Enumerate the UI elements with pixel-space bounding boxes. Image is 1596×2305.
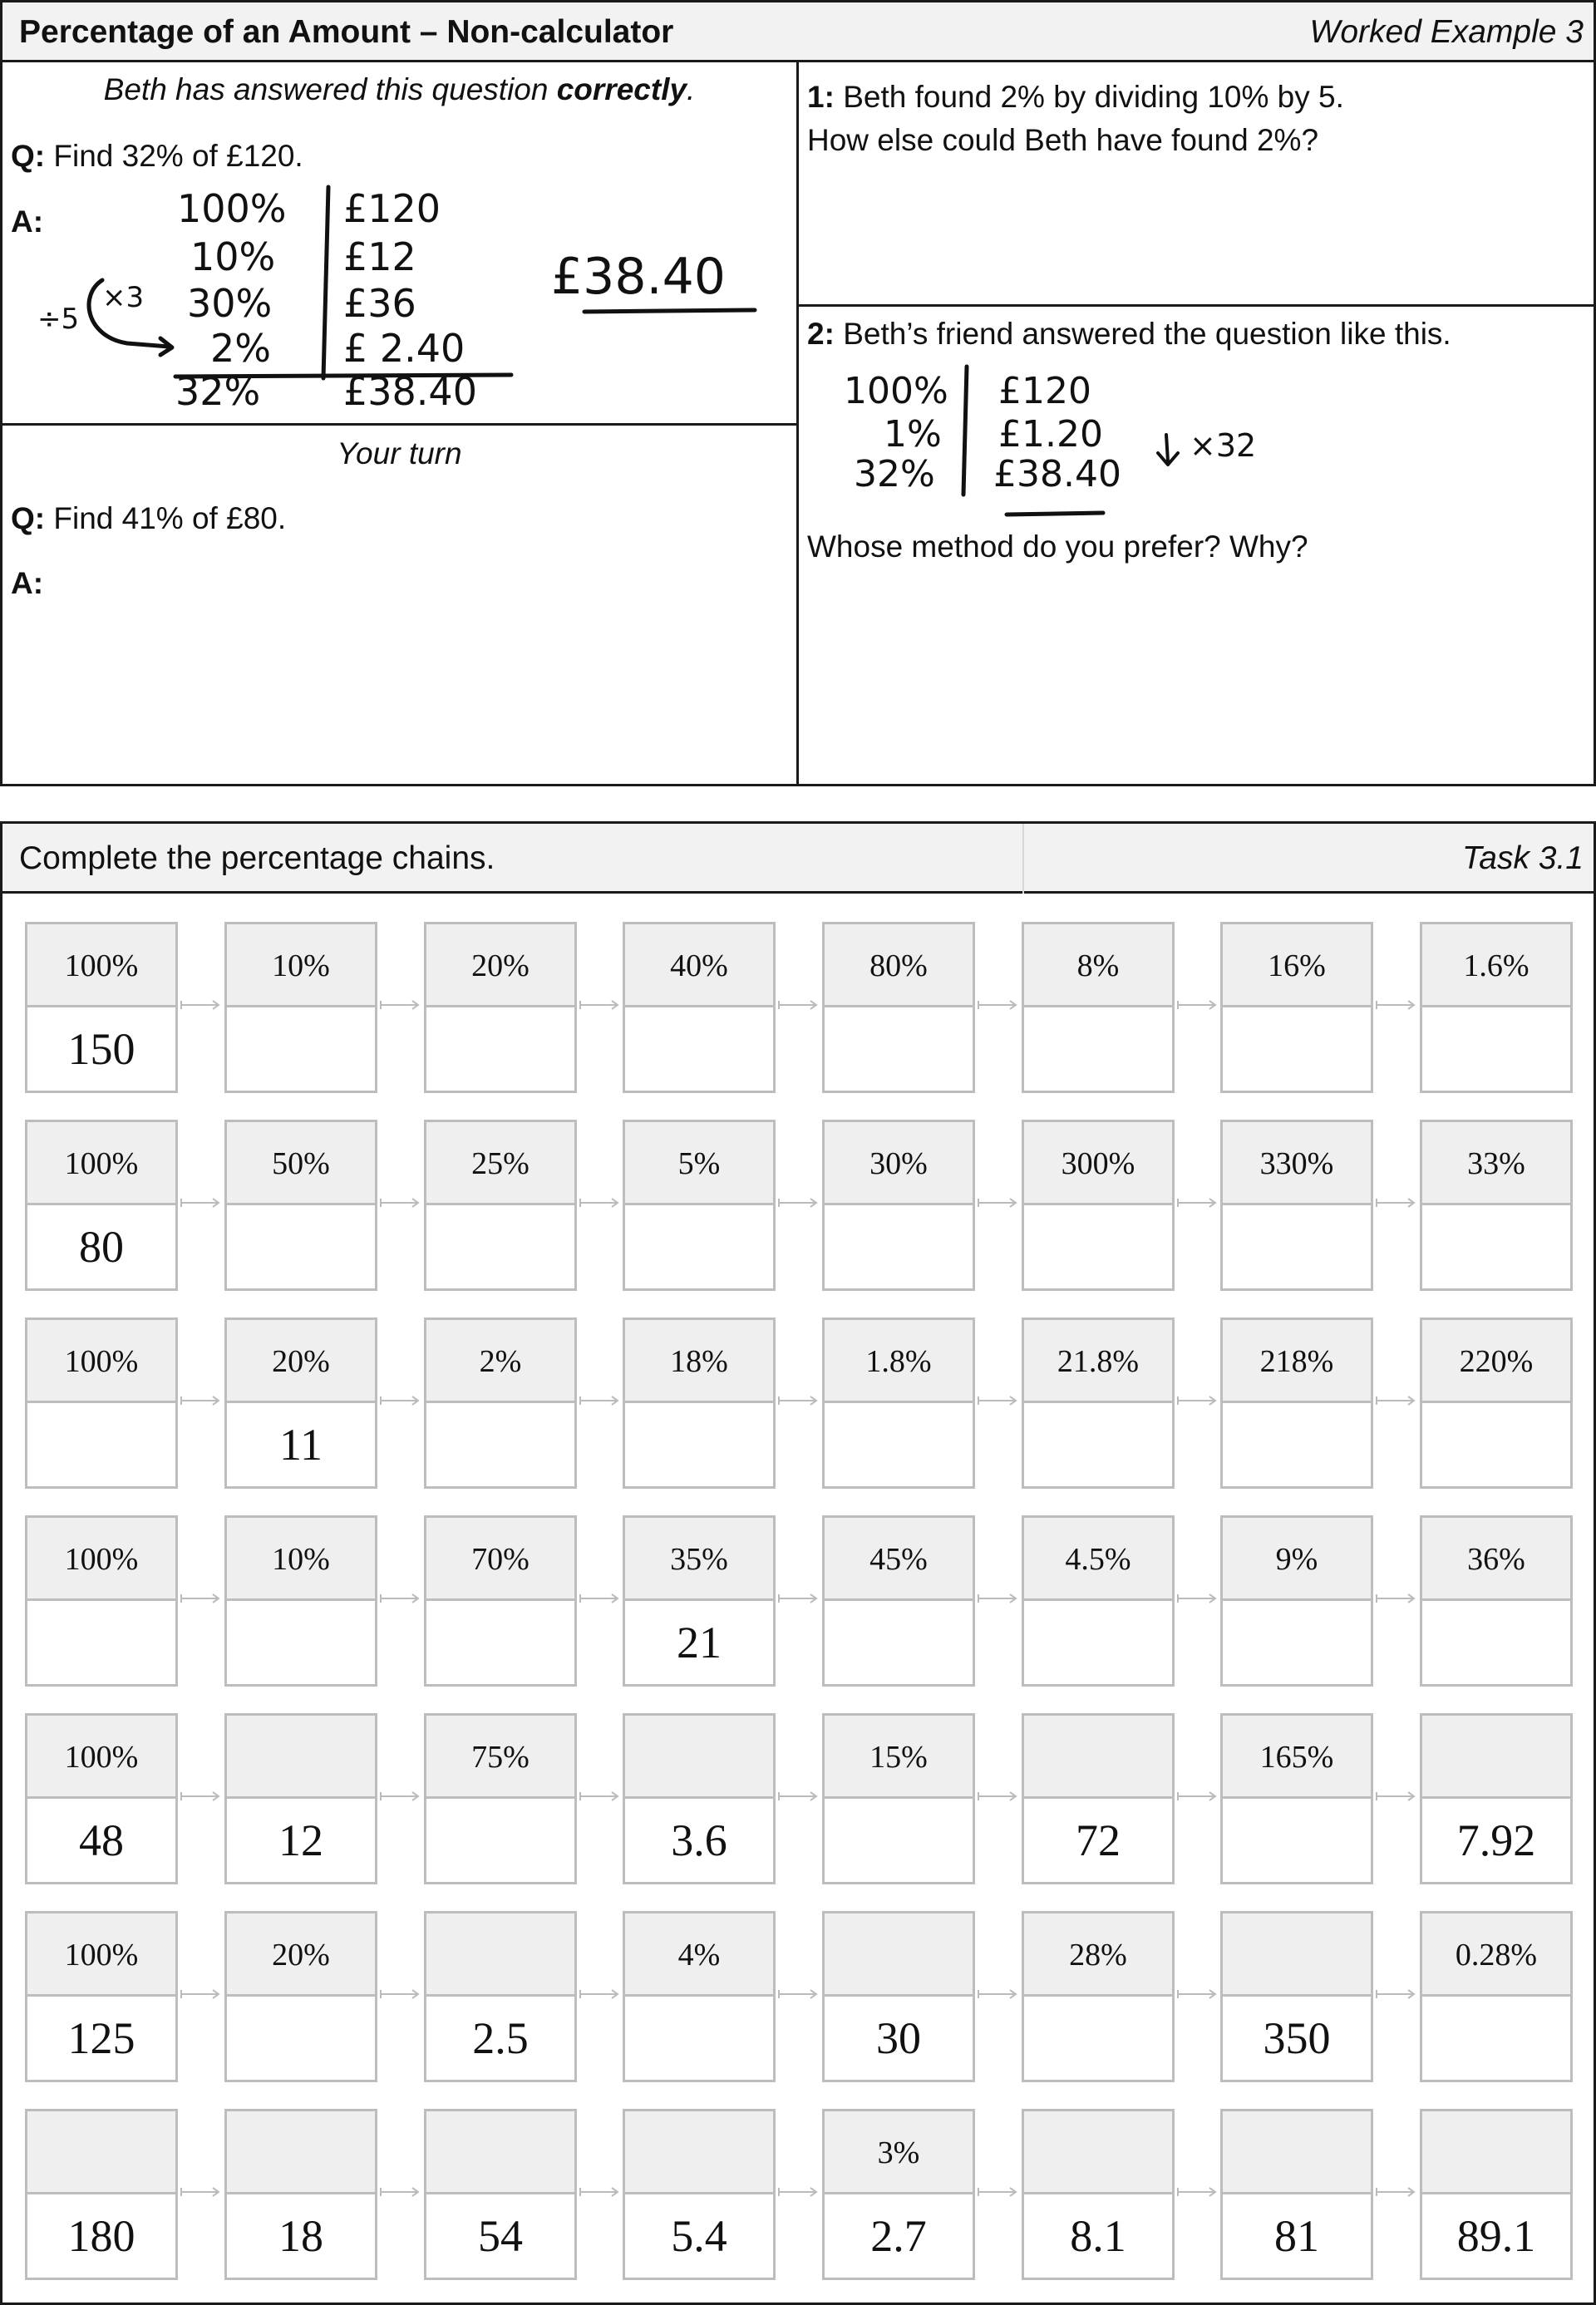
chain-cell-value[interactable] [27,1403,175,1486]
chain-cell [1420,2109,1573,2280]
intro-post: . [687,72,696,106]
chain-cell-percent[interactable]: 45% [825,1518,973,1601]
chain-cell [623,2109,776,2280]
chain-arrow-icon [579,1790,625,1802]
chain-cell-value[interactable] [1223,1205,1371,1288]
chain-arrow-icon [1375,1790,1421,1802]
chain-arrow-icon [379,999,426,1011]
chain-cell-percent[interactable]: 3% [825,2111,973,2194]
chain-cell-value[interactable] [426,1007,574,1091]
chain-cell [25,1317,178,1489]
friend-pct-1: 1% [884,413,942,456]
chain-arrow-icon [977,999,1023,1011]
chain-cell-percent[interactable]: 300% [1024,1122,1172,1205]
chain-cell [424,1317,577,1489]
task-panel [0,821,1596,2305]
worked-example-label: Worked Example 3 [1309,14,1584,50]
chain-cell-value[interactable]: 72 [1076,1815,1121,1865]
intro-bold: correctly [556,72,687,106]
chain-cell [25,1515,178,1687]
chain-arrow-icon [379,1790,426,1802]
beth-handwritten-working [2,62,796,423]
beth-pct-3: 2% [210,326,271,371]
chain-arrow-icon [579,1593,625,1604]
chain-cell-value[interactable] [1024,1601,1172,1684]
your-turn-question-prefix: Q: [11,501,46,535]
chain-cell-value[interactable]: 8.1 [1070,2211,1126,2261]
chain-cell-value[interactable]: 11 [279,1420,323,1470]
chain-cell-value[interactable] [825,1601,973,1684]
chain-cell [1220,2109,1373,2280]
chain-arrow-icon [379,2186,426,2198]
beth-side-divide: ÷5 [37,303,80,336]
beth-amt-4: £38.40 [343,369,477,414]
chain-cell-percent[interactable]: 4% [625,1913,773,1997]
chain-arrow-icon [1375,1395,1421,1406]
chain-cell [224,1120,377,1291]
chain-arrow-icon [180,2186,226,2198]
chain-cell-value[interactable] [1422,1601,1570,1684]
chain-cell-value[interactable] [426,1601,574,1684]
chain-arrow-icon [180,1790,226,1802]
friend-multiplier: ×32 [1190,427,1257,464]
chain-arrow-icon [1176,2186,1223,2198]
chain-arrow-icon [180,1197,226,1209]
chain-cell [1420,1713,1573,1884]
chain-cell-percent[interactable]: 28% [1024,1913,1172,1997]
chain-cell-percent[interactable] [426,2111,574,2194]
chain-cell-value[interactable] [227,1601,375,1684]
chain-cell [424,2109,577,2280]
chain-cell-value[interactable]: 150 [67,1024,135,1074]
chain-cell-percent[interactable] [1223,2111,1371,2194]
chain-cell-percent[interactable]: 10% [227,924,375,1007]
chain-arrow-icon [977,1197,1023,1209]
chain-cell-value[interactable] [1223,1007,1371,1091]
chain-cell-value[interactable] [1223,1799,1371,1882]
beth-final-answer: £38.40 [551,248,726,306]
chain-cell-percent[interactable] [625,1716,773,1799]
chain-arrow-icon [180,999,226,1011]
chain-cell-value[interactable] [825,1205,973,1288]
chain-cell [25,1120,178,1291]
chain-arrow-icon [977,1593,1023,1604]
friend-amt-1: £1.20 [998,413,1103,456]
chain-cell [1420,1317,1573,1489]
chain-arrow-icon [1375,1593,1421,1604]
chain-cell-value[interactable] [1422,1997,1570,2080]
prompt-1 [807,76,1344,162]
chain-cell [1022,1713,1175,1884]
chain-cell-value[interactable]: 2.7 [870,2211,927,2261]
chain-cell [822,1120,975,1291]
prompt-2-text: Beth’s friend answered the question like this. [843,317,1451,351]
chain-cell-percent[interactable]: 30% [825,1122,973,1205]
chain-cell-percent[interactable] [825,1913,973,1997]
left-divider [2,423,796,426]
chain-cell-percent[interactable] [1223,1913,1371,1997]
chain-cell-percent[interactable]: 5% [625,1122,773,1205]
chain-cell-value[interactable]: 5.4 [671,2211,727,2261]
question-prefix: Q: [11,139,46,173]
chain-cell-percent[interactable]: 330% [1223,1122,1371,1205]
chain-cell-percent[interactable]: 15% [825,1716,973,1799]
worked-example-header [2,2,1594,62]
intro-pre: Beth has answered this question [103,72,557,106]
chain-cell-value[interactable] [825,1403,973,1486]
chain-cell [1420,1515,1573,1687]
beth-amt-1: £12 [343,234,416,279]
chain-arrow-icon [379,1197,426,1209]
chain-cell [1420,1120,1573,1291]
chain-cell-percent[interactable]: 100% [27,1716,175,1799]
chain-cell-value[interactable] [625,1997,773,2080]
chain-cell-value[interactable]: 180 [67,2211,135,2261]
chain-cell-percent[interactable] [1024,1716,1172,1799]
chain-cell [224,1911,377,2082]
chain-cell [25,922,178,1093]
chain-cell-percent[interactable]: 40% [625,924,773,1007]
chain-cell-value[interactable]: 30 [876,2013,921,2063]
percentage-chains-grid [2,824,1594,2303]
chain-cell-percent[interactable]: 8% [1024,924,1172,1007]
chain-arrow-icon [1176,1197,1223,1209]
chain-arrow-icon [777,1790,824,1802]
chain-cell-value[interactable] [1024,1403,1172,1486]
beth-amt-2: £36 [343,281,416,326]
chain-cell [623,1120,776,1291]
chain-cell-value[interactable] [227,1007,375,1091]
beth-pct-4: 32% [175,369,261,414]
chain-arrow-icon [777,1197,824,1209]
chain-cell [424,922,577,1093]
chain-cell-value[interactable]: 89.1 [1456,2211,1536,2261]
chain-cell [1022,1515,1175,1687]
chain-cell [822,922,975,1093]
chain-arrow-icon [1375,1988,1421,2000]
chain-cell [424,1120,577,1291]
chain-cell-percent[interactable]: 20% [426,924,574,1007]
friend-pct-2: 32% [854,453,935,495]
chain-cell [1420,1911,1573,2082]
chain-arrow-icon [977,1988,1023,2000]
chain-cell [1220,1911,1373,2082]
chain-arrow-icon [1375,999,1421,1011]
friend-amt-0: £120 [998,370,1091,412]
chain-cell-value[interactable] [1223,1403,1371,1486]
chain-cell [623,1713,776,1884]
chain-cell-value[interactable] [426,1799,574,1882]
chain-cell-percent[interactable]: 1.8% [825,1320,973,1403]
chain-cell-percent[interactable]: 9% [1223,1518,1371,1601]
chain-arrow-icon [777,999,824,1011]
chain-cell-value[interactable] [1422,1205,1570,1288]
chain-cell [424,1713,577,1884]
chain-cell-value[interactable] [625,1403,773,1486]
chain-cell [224,922,377,1093]
chain-cell [1420,922,1573,1093]
chain-cell-value[interactable]: 48 [79,1815,124,1865]
chain-cell-percent[interactable]: 36% [1422,1518,1570,1601]
chain-cell-percent[interactable]: 21.8% [1024,1320,1172,1403]
chain-cell-value[interactable] [1223,1601,1371,1684]
chain-cell [424,1515,577,1687]
prompt-1-line1: Beth found 2% by dividing 10% by 5. [843,80,1344,114]
chain-cell-percent[interactable]: 220% [1422,1320,1570,1403]
chain-arrow-icon [379,1593,426,1604]
chain-cell-value[interactable] [1024,1205,1172,1288]
chain-cell-percent[interactable]: 33% [1422,1122,1570,1205]
chain-cell-percent[interactable]: 25% [426,1122,574,1205]
chain-cell-percent[interactable] [1422,1716,1570,1799]
chain-cell-percent[interactable]: 165% [1223,1716,1371,1799]
chain-arrow-icon [977,2186,1023,2198]
friend-handwritten-working [799,307,1594,531]
chain-cell-value[interactable]: 350 [1263,2013,1331,2063]
beth-pct-1: 10% [190,234,276,279]
chain-arrow-icon [777,1988,824,2000]
chain-cell-value[interactable] [1024,1007,1172,1091]
prompt-1-line2: How else could Beth have found 2%? [807,123,1319,157]
chain-cell [822,1317,975,1489]
chain-arrow-icon [579,2186,625,2198]
task-label: Task 3.1 [1462,840,1584,876]
chain-cell-value[interactable] [27,1601,175,1684]
chain-cell [822,1911,975,2082]
chain-cell-value[interactable]: 3.6 [671,1815,727,1865]
chain-cell [1022,2109,1175,2280]
chain-cell [1220,1317,1373,1489]
prompt-1-number: 1: [807,80,835,114]
chain-cell-percent[interactable]: 4.5% [1024,1518,1172,1601]
chain-cell-percent[interactable]: 218% [1223,1320,1371,1403]
chain-cell-percent[interactable]: 1.6% [1422,924,1570,1007]
chain-cell [1022,1317,1175,1489]
chain-cell-percent[interactable]: 18% [625,1320,773,1403]
chain-cell-value[interactable]: 125 [67,2013,135,2063]
prompt-2-number: 2: [807,317,835,351]
your-turn-question-text: Find 41% of £80. [53,501,287,535]
chain-arrow-icon [777,1593,824,1604]
chain-arrow-icon [579,999,625,1011]
chain-cell-percent[interactable] [227,1716,375,1799]
chain-cell [1022,1911,1175,2082]
chain-cell-percent[interactable]: 100% [27,1518,175,1601]
chain-cell-percent[interactable] [426,1913,574,1997]
chain-cell [224,1713,377,1884]
chain-cell-value[interactable]: 2.5 [472,2013,529,2063]
chain-arrow-icon [379,1395,426,1406]
chain-arrow-icon [1176,1395,1223,1406]
chain-cell-value[interactable] [227,1997,375,2080]
beth-pct-2: 30% [187,281,273,326]
chain-cell-value[interactable] [426,1403,574,1486]
chain-arrow-icon [1375,2186,1421,2198]
chain-cell [224,1317,377,1489]
chain-cell [1022,922,1175,1093]
chain-cell-value[interactable]: 7.92 [1456,1815,1536,1865]
chain-cell-percent[interactable]: 50% [227,1122,375,1205]
beth-pct-0: 100% [177,186,287,231]
chain-cell-percent[interactable] [1024,2111,1172,2194]
chain-cell-percent[interactable]: 16% [1223,924,1371,1007]
chain-cell-percent[interactable]: 2% [426,1320,574,1403]
chain-cell-value[interactable] [625,1007,773,1091]
chain-cell-percent[interactable]: 10% [227,1518,375,1601]
chain-cell-value[interactable]: 21 [677,1618,722,1667]
chain-cell-value[interactable]: 54 [478,2211,523,2261]
chain-cell [1220,1515,1373,1687]
chain-cell-percent[interactable] [227,2111,375,2194]
chain-arrow-icon [180,1988,226,2000]
chain-cell [822,2109,975,2280]
chain-arrow-icon [579,1197,625,1209]
chain-cell-percent[interactable]: 100% [27,1320,175,1403]
your-turn-heading: Your turn [337,436,462,470]
chain-arrow-icon [777,1395,824,1406]
chain-cell-percent[interactable]: 80% [825,924,973,1007]
chain-cell [822,1515,975,1687]
chain-arrow-icon [379,1988,426,2000]
example-answer-prefix: A: [11,204,44,239]
chain-cell-value[interactable] [1422,1403,1570,1486]
worksheet-title: Percentage of an Amount – Non-calculator [19,14,674,50]
friend-pct-0: 100% [844,370,948,412]
chain-cell-percent[interactable]: 0.28% [1422,1913,1570,1997]
chain-cell [1022,1120,1175,1291]
chain-cell-percent[interactable]: 100% [27,924,175,1007]
chain-arrow-icon [1176,1988,1223,2000]
chain-cell-value[interactable] [825,1007,973,1091]
chain-cell-percent[interactable]: 70% [426,1518,574,1601]
prompt-2-question: Whose method do you prefer? Why? [807,529,1308,564]
chain-arrow-icon [1176,999,1223,1011]
worked-example-panel [0,0,1596,786]
chain-cell [1220,1120,1373,1291]
chain-cell [224,2109,377,2280]
question-text: Find 32% of £120. [53,139,303,173]
chain-cell [623,922,776,1093]
chain-cell [224,1515,377,1687]
chain-cell-percent[interactable]: 75% [426,1716,574,1799]
chain-cell-value[interactable] [825,1799,973,1882]
chain-cell [623,1911,776,2082]
chain-cell-value[interactable] [1024,1997,1172,2080]
chain-cell-value[interactable] [227,1205,375,1288]
chain-cell-value[interactable]: 12 [278,1815,323,1865]
chain-arrow-icon [1375,1197,1421,1209]
chain-cell-percent[interactable]: 100% [27,1913,175,1997]
chain-cell-percent[interactable]: 20% [227,1913,375,1997]
chain-cell-value[interactable]: 81 [1274,2211,1319,2261]
chain-cell-value[interactable] [625,1205,773,1288]
chain-cell-percent[interactable]: 20% [227,1320,375,1403]
chain-cell-value[interactable]: 80 [79,1222,124,1272]
chain-cell [822,1713,975,1884]
chain-arrow-icon [1176,1593,1223,1604]
chain-cell-value[interactable]: 18 [278,2211,323,2261]
beth-amt-0: £120 [343,186,441,231]
friend-amt-2: £38.40 [993,453,1121,495]
task-instruction: Complete the percentage chains. [19,840,495,876]
your-turn-answer-prefix: A: [11,566,44,600]
chain-arrow-icon [977,1395,1023,1406]
chain-cell-value[interactable] [1422,1007,1570,1091]
chain-cell-percent[interactable] [27,2111,175,2194]
chain-cell-percent[interactable] [625,2111,773,2194]
chain-cell-percent[interactable]: 35% [625,1518,773,1601]
chain-cell [25,1713,178,1884]
chain-arrow-icon [977,1790,1023,1802]
chain-cell-value[interactable] [426,1205,574,1288]
chain-cell [1220,922,1373,1093]
beth-side-times: ×3 [102,281,145,314]
chain-cell-percent[interactable] [1422,2111,1570,2194]
chain-arrow-icon [579,1988,625,2000]
chain-cell [25,2109,178,2280]
chain-arrow-icon [579,1395,625,1406]
chain-arrow-icon [180,1395,226,1406]
chain-cell-percent[interactable]: 100% [27,1122,175,1205]
chain-arrow-icon [777,2186,824,2198]
chain-arrow-icon [1176,1790,1223,1802]
chain-cell [1220,1713,1373,1884]
chain-cell [25,1911,178,2082]
chain-cell [623,1317,776,1489]
chain-cell [623,1515,776,1687]
beth-amt-3: £ 2.40 [343,326,466,371]
chain-arrow-icon [180,1593,226,1604]
chain-cell [424,1911,577,2082]
your-turn-question [11,501,286,536]
